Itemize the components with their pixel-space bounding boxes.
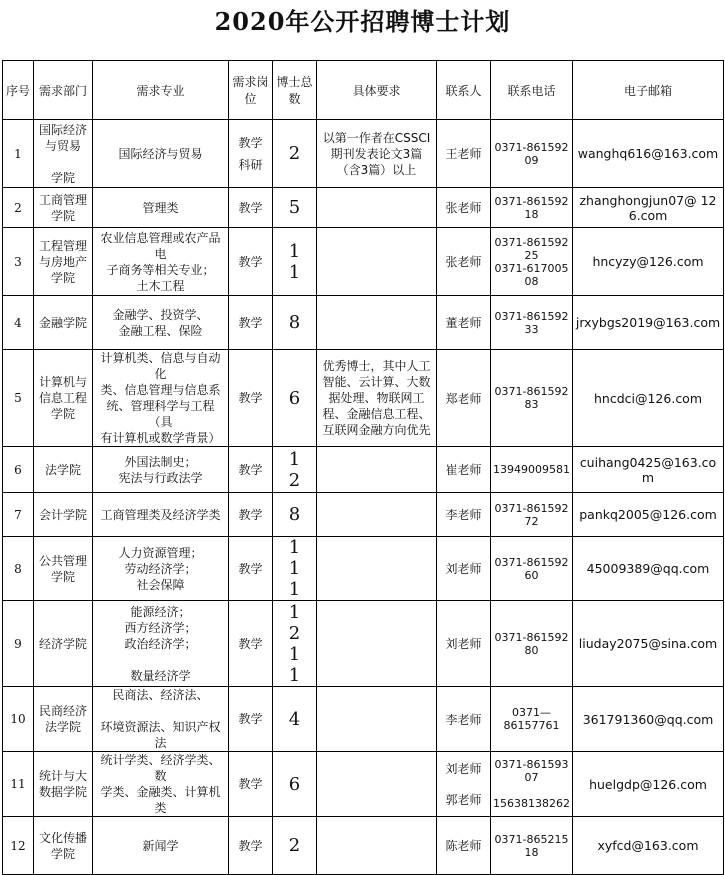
row-email: cuihang0425@163.com — [573, 447, 724, 493]
row-position: 教学 科研 — [229, 120, 273, 188]
row-position: 教学 — [229, 296, 273, 350]
row-count: 8 — [273, 493, 317, 537]
row-major: 民商法、经济法、 环境资源法、知识产权法 — [93, 687, 229, 752]
row-count: 6 — [273, 752, 317, 817]
row-major: 计算机类、信息与自动化 类、信息管理与信息系 统、管理科学与工程（具 有计算机或数学背景） — [93, 350, 229, 447]
row-email: liuday2075@sina.com — [573, 601, 724, 687]
row-contact: 李老师 — [437, 493, 491, 537]
row-index: 1 — [3, 120, 34, 188]
table-row — [3, 601, 724, 687]
row-dept: 工程管理 与房地产 学院 — [34, 228, 93, 296]
row-contact: 张老师 — [437, 228, 491, 296]
row-contact: 郑老师 — [437, 350, 491, 447]
row-position: 教学 — [229, 228, 273, 296]
row-email: huelgdp@126.com — [573, 752, 724, 817]
header-index: 序号 — [3, 61, 34, 120]
row-count: 1 1 — [273, 228, 317, 296]
row-dept: 法学院 — [34, 447, 93, 493]
row-index: 6 — [3, 447, 34, 493]
row-email: wanghq616@163.com — [573, 120, 724, 188]
row-phone: 0371-86159260 — [491, 537, 573, 601]
table-row — [3, 537, 724, 601]
table-row — [3, 228, 724, 296]
row-phone: 0371-86159272 — [491, 493, 573, 537]
row-requirements — [317, 537, 437, 601]
row-phone: 0371— 86157761 — [491, 687, 573, 752]
table-header-row — [3, 61, 724, 120]
row-phone: 0371-86159225 0371-61700508 — [491, 228, 573, 296]
row-major: 能源经济； 西方经济学； 政治经济学； 数量经济学 — [93, 601, 229, 687]
row-requirements — [317, 687, 437, 752]
row-index: 12 — [3, 817, 34, 875]
row-dept: 国际经济 与贸易 学院 — [34, 120, 93, 188]
row-count: 5 — [273, 188, 317, 228]
row-phone: 0371-86159283 — [491, 350, 573, 447]
row-count: 2 — [273, 817, 317, 875]
row-index: 3 — [3, 228, 34, 296]
row-index: 11 — [3, 752, 34, 817]
row-contact: 刘老师 — [437, 601, 491, 687]
table-row — [3, 752, 724, 817]
row-contact: 刘老师 郭老师 — [437, 752, 491, 817]
table-row — [3, 817, 724, 875]
row-count: 1 2 1 1 — [273, 601, 317, 687]
row-requirements — [317, 752, 437, 817]
row-position: 教学 — [229, 188, 273, 228]
row-phone: 0371-86159280 — [491, 601, 573, 687]
row-count: 2 — [273, 120, 317, 188]
header-dept: 需求部门 — [34, 61, 93, 120]
row-contact: 张老师 — [437, 188, 491, 228]
row-count: 6 — [273, 350, 317, 447]
row-dept: 金融学院 — [34, 296, 93, 350]
row-major: 统计学类、经济学类、数 学类、金融类、计算机类 — [93, 752, 229, 817]
row-contact: 李老师 — [437, 687, 491, 752]
header-contact: 联系人 — [437, 61, 491, 120]
row-contact: 王老师 — [437, 120, 491, 188]
row-phone: 0371-86159218 — [491, 188, 573, 228]
table-row — [3, 493, 724, 537]
row-email: jrxybgs2019@163.com — [573, 296, 724, 350]
row-position: 教学 — [229, 817, 273, 875]
row-major: 管理类 — [93, 188, 229, 228]
table-row — [3, 350, 724, 447]
row-email: pankq2005@126.com — [573, 493, 724, 537]
row-index: 7 — [3, 493, 34, 537]
row-major: 外国法制史； 宪法与行政法学 — [93, 447, 229, 493]
row-index: 9 — [3, 601, 34, 687]
row-contact: 刘老师 — [437, 537, 491, 601]
row-phone: 0371-86159307 15638138262 — [491, 752, 573, 817]
row-requirements — [317, 817, 437, 875]
table-row — [3, 296, 724, 350]
table-row — [3, 447, 724, 493]
row-dept: 统计与大 数据学院 — [34, 752, 93, 817]
row-requirements: 优秀博士，其中人工 智能、云计算、大数 据处理、物联网工 程、金融信息工程、 互联网金融方向优先 — [317, 350, 437, 447]
row-dept: 计算机与 信息工程 学院 — [34, 350, 93, 447]
row-position: 教学 — [229, 537, 273, 601]
row-dept: 工商管理 学院 — [34, 188, 93, 228]
row-email: hncdci@126.com — [573, 350, 724, 447]
row-dept: 会计学院 — [34, 493, 93, 537]
row-phone: 0371-86159209 — [491, 120, 573, 188]
row-index: 5 — [3, 350, 34, 447]
row-email: hncyzy@126.com — [573, 228, 724, 296]
row-requirements — [317, 493, 437, 537]
row-requirements — [317, 447, 437, 493]
row-major: 人力资源管理； 劳动经济学； 社会保障 — [93, 537, 229, 601]
row-email: xyfcd@163.com — [573, 817, 724, 875]
table-row — [3, 188, 724, 228]
row-index: 4 — [3, 296, 34, 350]
row-major: 农业信息管理或农产品电 子商务等相关专业； 土木工程 — [93, 228, 229, 296]
table-row — [3, 120, 724, 188]
row-phone: 0371-86521518 — [491, 817, 573, 875]
row-contact: 崔老师 — [437, 447, 491, 493]
row-contact: 董老师 — [437, 296, 491, 350]
row-dept: 经济学院 — [34, 601, 93, 687]
row-requirements — [317, 228, 437, 296]
header-position: 需求岗位 — [229, 61, 273, 120]
row-contact: 陈老师 — [437, 817, 491, 875]
row-requirements — [317, 296, 437, 350]
recruitment-table — [2, 60, 724, 875]
row-count: 1 2 — [273, 447, 317, 493]
row-position: 教学 — [229, 350, 273, 447]
table-row — [3, 687, 724, 752]
row-major: 金融学、投资学、 金融工程、保险 — [93, 296, 229, 350]
page-title: 2020年公开招聘博士计划 — [214, 7, 511, 36]
row-position: 教学 — [229, 752, 273, 817]
row-email: 45009389@qq.com — [573, 537, 724, 601]
row-count: 8 — [273, 296, 317, 350]
row-position: 教学 — [229, 687, 273, 752]
row-major: 国际经济与贸易 — [93, 120, 229, 188]
row-dept: 民商经济 法学院 — [34, 687, 93, 752]
row-dept: 文化传播 学院 — [34, 817, 93, 875]
row-requirements: 以第一作者在CSSCI 期刊发表论文3篇 （含3篇）以上 — [317, 120, 437, 188]
row-email: zhanghongjun07@ 126.com — [573, 188, 724, 228]
row-major: 工商管理类及经济学类 — [93, 493, 229, 537]
header-phone: 联系电话 — [491, 61, 573, 120]
row-index: 10 — [3, 687, 34, 752]
row-position: 教学 — [229, 493, 273, 537]
row-requirements — [317, 601, 437, 687]
row-phone: 13949009581 — [491, 447, 573, 493]
row-position: 教学 — [229, 447, 273, 493]
row-count: 4 — [273, 687, 317, 752]
row-email: 361791360@qq.com — [573, 687, 724, 752]
row-index: 2 — [3, 188, 34, 228]
header-count: 博士总数 — [273, 61, 317, 120]
row-count: 1 1 1 — [273, 537, 317, 601]
row-major: 新闻学 — [93, 817, 229, 875]
header-major: 需求专业 — [93, 61, 229, 120]
row-dept: 公共管理 学院 — [34, 537, 93, 601]
header-email: 电子邮箱 — [573, 61, 724, 120]
row-phone: 0371-86159233 — [491, 296, 573, 350]
row-index: 8 — [3, 537, 34, 601]
row-requirements — [317, 188, 437, 228]
row-position: 教学 — [229, 601, 273, 687]
header-requirements: 具体要求 — [317, 61, 437, 120]
